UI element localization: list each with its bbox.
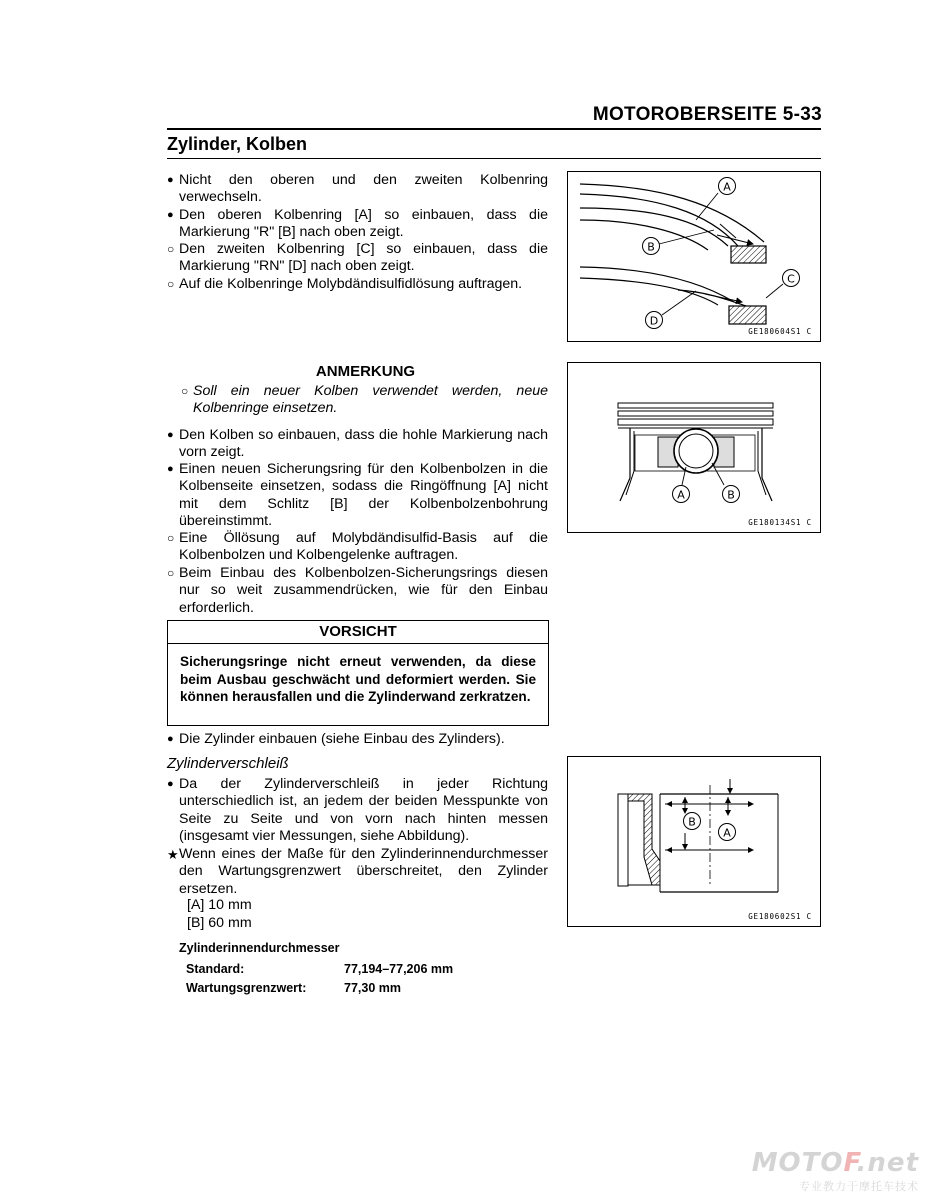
bullet-marker: ● bbox=[167, 209, 174, 221]
label-d: D bbox=[649, 314, 659, 328]
piston-rings-drawing bbox=[568, 172, 822, 343]
spec-label: Wartungsgrenzwert: bbox=[186, 981, 307, 995]
star-marker: ★ bbox=[167, 847, 179, 862]
figure-piston-rings bbox=[567, 171, 821, 342]
list-item bbox=[167, 846, 548, 898]
spec-label: Standard: bbox=[186, 962, 245, 976]
circle-marker: ○ bbox=[167, 277, 175, 291]
list-item bbox=[167, 530, 548, 565]
figure-cylinder bbox=[567, 756, 821, 927]
figure-code: GE180602S1 C bbox=[748, 912, 812, 921]
label-a: A bbox=[723, 826, 731, 840]
figure-code: GE180604S1 C bbox=[748, 327, 812, 336]
note-text bbox=[181, 383, 548, 418]
spec-value: 77,30 mm bbox=[344, 981, 401, 995]
caution-text: Sicherungsringe nicht erneut verwenden, da diese beim Ausbau geschwächt und deformiert werden. Sie können herausfallen und die Zylinderwand zerkratzen. bbox=[180, 654, 536, 704]
cylinder-drawing bbox=[568, 757, 822, 928]
label-b: B bbox=[688, 815, 696, 829]
section-rule bbox=[167, 158, 821, 159]
list-item-text: Eine Öllösung auf Molybdändisulfid-Basis auf die Kolbenbolzen und Kolbengelenke auftragen. bbox=[179, 530, 548, 564]
list-item bbox=[167, 565, 548, 617]
bullet-marker: ● bbox=[167, 429, 174, 441]
label-b: B bbox=[647, 240, 655, 254]
list-item-text: Wenn eines der Maße für den Zylinderinnendurchmesser den Wartungsgrenzwert überschreitet, den Zylinder ersetzen. bbox=[179, 846, 548, 897]
list-item-text: Beim Einbau des Kolbenbolzen-Sicherungsrings diesen nur so weit zusammendrücken, wie für den Einbau erforderlich. bbox=[179, 565, 548, 616]
caution-title: VORSICHT bbox=[168, 621, 548, 644]
list-item-text: Einen neuen Sicherungsring für den Kolbenbolzen in die Kolbenseite einsetzen, sodass die Ringöffnung [A] nicht mit dem Schlitz [B] der Kolbenbolzenbohrung übereinstimmt. bbox=[179, 461, 548, 530]
bullet-marker: ● bbox=[167, 174, 174, 186]
measure-b: [B] 60 mm bbox=[187, 915, 252, 931]
label-a: A bbox=[723, 180, 731, 194]
list-item-text: Nicht den oberen und den zweiten Kolbenring verwechseln. bbox=[179, 172, 548, 206]
list-item bbox=[167, 276, 548, 293]
label-c: C bbox=[787, 272, 795, 286]
list-item bbox=[167, 731, 548, 748]
section-title: Zylinder, Kolben bbox=[167, 134, 308, 154]
list-item bbox=[167, 172, 548, 207]
list-item bbox=[167, 776, 548, 846]
circle-marker: ○ bbox=[167, 531, 175, 545]
watermark bbox=[752, 1148, 919, 1194]
subsection-title: Zylinderverschleiß bbox=[167, 755, 289, 772]
watermark-logo: MOTOF.net bbox=[751, 1148, 919, 1178]
circle-marker: ○ bbox=[167, 242, 175, 256]
note-body: Soll ein neuer Kolben verwendet werden, neue Kolbenringe einsetzen. bbox=[193, 383, 548, 417]
bullet-marker: ● bbox=[167, 463, 174, 475]
bullet-marker: ● bbox=[167, 733, 174, 745]
spec-title: Zylinderinnendurchmesser bbox=[179, 941, 340, 955]
list-item-text: Den zweiten Kolbenring [C] so einbauen, dass die Markierung "RN" [D] nach oben zeigt. bbox=[179, 241, 548, 275]
watermark-subtitle: 专业教力于摩托车技术 bbox=[799, 1180, 919, 1193]
circle-marker: ○ bbox=[167, 566, 175, 580]
list-item bbox=[167, 461, 548, 531]
note-title: ANMERKUNG bbox=[315, 363, 416, 380]
list-item-text: Die Zylinder einbauen (siehe Einbau des Zylinders). bbox=[179, 731, 505, 747]
list-item-text: Da der Zylinderverschleiß in jeder Richtung unterschiedlich ist, an jedem der beiden Messpunkte von Seite zu Seite und von vorn nach hinten messen (insgesamt vier Messungen, siehe Abbildung). bbox=[179, 776, 548, 845]
list-item bbox=[167, 427, 548, 462]
piston-drawing bbox=[568, 363, 822, 534]
measure-a: [A] 10 mm bbox=[187, 897, 252, 913]
page-header-title: MOTOROBERSEITE 5-33 bbox=[592, 104, 822, 125]
circle-marker: ○ bbox=[181, 384, 189, 398]
list-item bbox=[167, 241, 548, 276]
caution-box bbox=[167, 620, 549, 726]
label-b: B bbox=[727, 488, 735, 502]
header-rule bbox=[167, 128, 821, 130]
figure-code: GE180134S1 C bbox=[748, 518, 812, 527]
list-item bbox=[167, 207, 548, 242]
list-item-text: Den oberen Kolbenring [A] so einbauen, dass die Markierung "R" [B] nach oben zeigt. bbox=[179, 207, 548, 241]
spec-value: 77,194–77,206 mm bbox=[344, 962, 454, 976]
bullet-marker: ● bbox=[167, 778, 174, 790]
list-item-text: Auf die Kolbenringe Molybdändisulfidlösung auftragen. bbox=[179, 276, 523, 292]
label-a: A bbox=[677, 488, 685, 502]
figure-piston bbox=[567, 362, 821, 533]
list-item-text: Den Kolben so einbauen, dass die hohle Markierung nach vorn zeigt. bbox=[179, 427, 548, 461]
